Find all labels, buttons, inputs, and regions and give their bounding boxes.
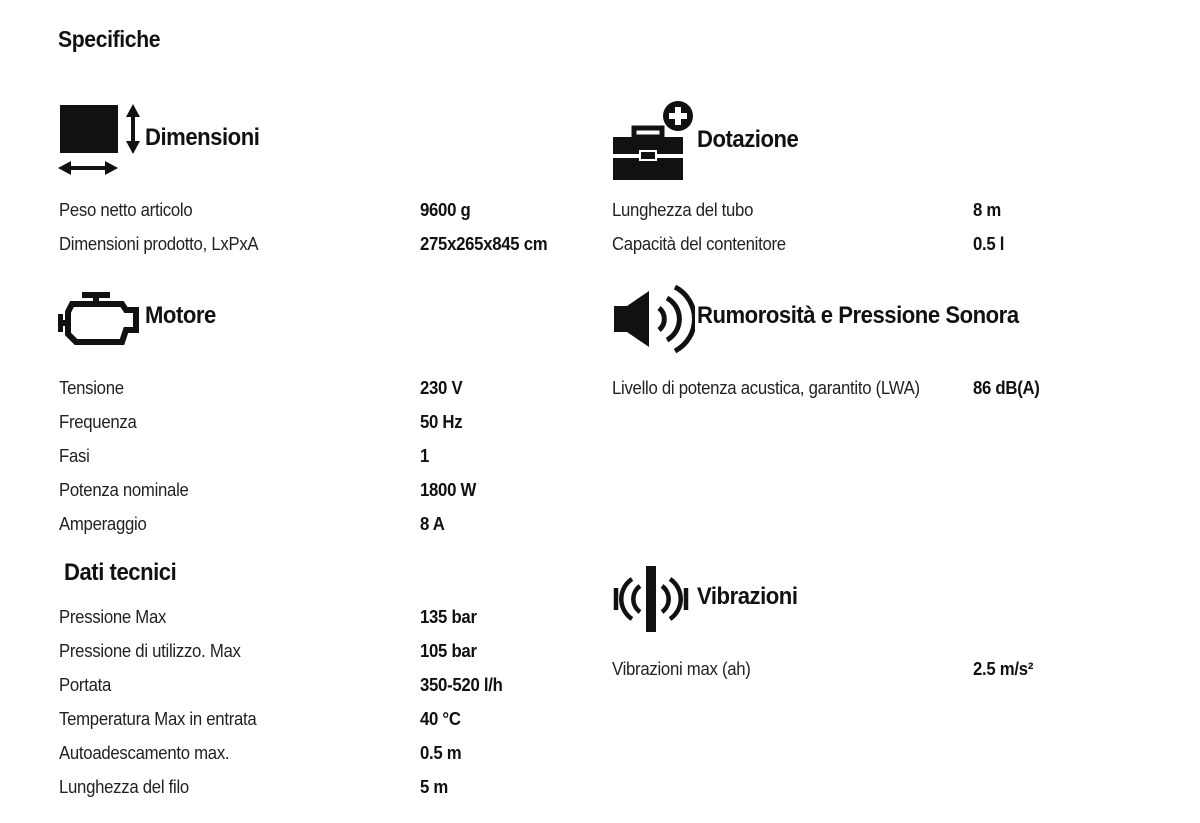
spec-value: 0.5 m xyxy=(420,743,462,763)
spec-label: Amperaggio xyxy=(59,514,147,534)
spec-value: 40 °C xyxy=(420,709,461,729)
spec-value: 1 xyxy=(420,446,430,466)
section-title-dimensioni: Dimensioni xyxy=(145,124,260,151)
section-header-motore xyxy=(58,292,222,346)
spec-label: Peso netto articolo xyxy=(59,200,193,220)
spec-value: 5 m xyxy=(420,777,449,797)
spec-label: Dimensioni prodotto, LxPxA xyxy=(59,234,259,254)
section-header-dimensioni xyxy=(58,104,269,178)
spec-value: 2.5 m/s² xyxy=(973,659,1034,679)
page-title: Specifiche xyxy=(58,26,161,52)
speaker-icon xyxy=(613,284,695,354)
spec-label: Fasi xyxy=(59,446,90,466)
spec-value: 8 m xyxy=(973,200,1002,220)
section-title-dati-tecnici: Dati tecnici xyxy=(64,559,177,586)
spec-value: 86 dB(A) xyxy=(973,378,1040,398)
toolbox-plus-icon xyxy=(612,100,696,182)
spec-value: 350-520 l/h xyxy=(420,675,503,695)
spec-label: Frequenza xyxy=(59,412,137,432)
section-header-dati-tecnici xyxy=(64,559,186,587)
spec-value: 50 Hz xyxy=(420,412,463,432)
spec-label: Vibrazioni max (ah) xyxy=(612,659,751,679)
spec-label: Livello di potenza acustica, garantito (LWA) xyxy=(612,378,920,398)
spec-value: 275x265x845 cm xyxy=(420,234,548,254)
spec-label: Portata xyxy=(59,675,112,695)
spec-value: 1800 W xyxy=(420,480,477,500)
spec-label: Capacità del contenitore xyxy=(612,234,786,254)
spec-label: Pressione di utilizzo. Max xyxy=(59,641,241,661)
spec-label: Lunghezza del tubo xyxy=(612,200,754,220)
spec-label: Temperatura Max in entrata xyxy=(59,709,257,729)
dimensions-icon xyxy=(58,104,144,178)
spec-value: 8 A xyxy=(420,514,445,534)
spec-value: 105 bar xyxy=(420,641,477,661)
engine-icon xyxy=(58,292,142,346)
spec-label: Potenza nominale xyxy=(59,480,189,500)
spec-label: Lunghezza del filo xyxy=(59,777,189,797)
spec-label: Autoadescamento max. xyxy=(59,743,230,763)
section-header-rumorosita xyxy=(613,284,1047,354)
spec-value: 230 V xyxy=(420,378,463,398)
spec-label: Pressione Max xyxy=(59,607,167,627)
section-title-rumorosita: Rumorosità e Pressione Sonora xyxy=(697,302,1019,329)
spec-label: Tensione xyxy=(59,378,124,398)
vibration-icon xyxy=(612,566,696,632)
section-header-dotazione xyxy=(612,100,807,182)
section-title-dotazione: Dotazione xyxy=(697,126,799,153)
section-title-vibrazioni: Vibrazioni xyxy=(697,583,798,610)
section-header-vibrazioni xyxy=(612,566,806,632)
spec-value: 0.5 l xyxy=(973,234,1005,254)
section-title-motore: Motore xyxy=(145,302,216,329)
spec-value: 135 bar xyxy=(420,607,477,627)
spec-value: 9600 g xyxy=(420,200,471,220)
